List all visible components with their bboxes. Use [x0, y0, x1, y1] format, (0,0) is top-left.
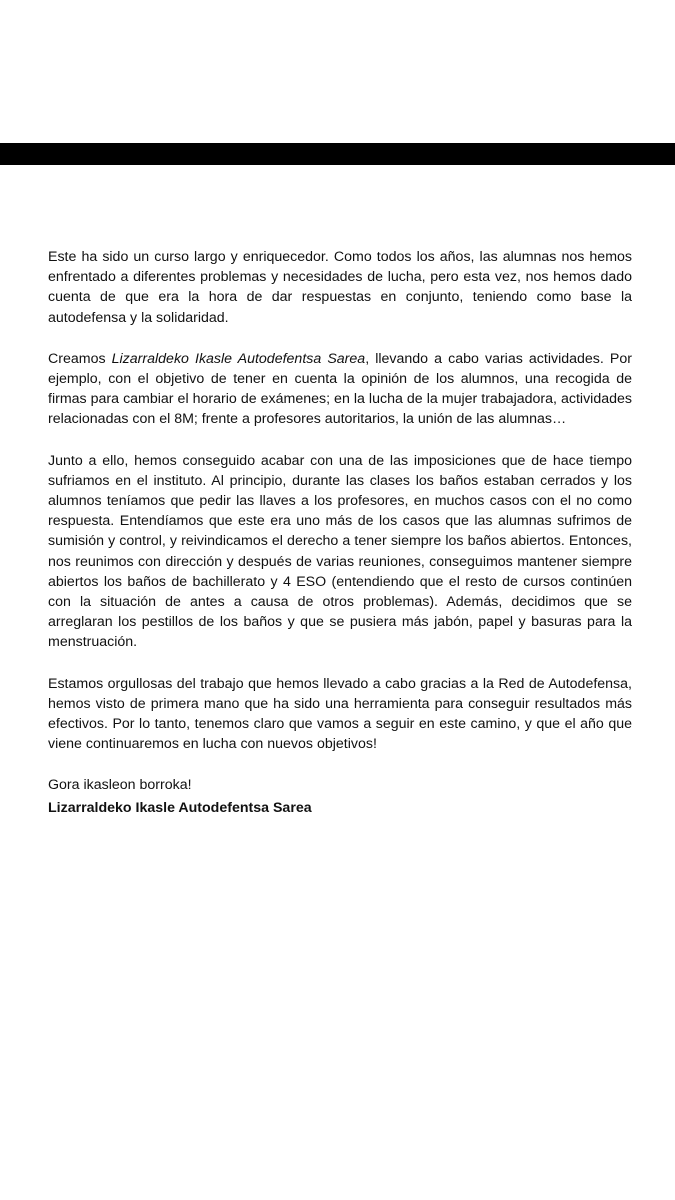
closing-line: Gora ikasleon borroka! — [48, 777, 192, 794]
paragraph-activities — [48, 349, 632, 430]
paragraph-activities-suffix: , llevando a cabo varias actividades. Por ejemplo, con el objetivo de tener en cuenta la opinión de los alumnos, una recogida de firmas para cambiar el horario de exámenes; en la lucha de la mujer trabajadora, actividades relacionadas con el 8M; frente a profesores autoritarios, la unión de las alumnas… — [48, 350, 632, 428]
paragraph-activities-prefix: Creamos — [48, 350, 112, 367]
signature: Lizarraldeko Ikasle Autodefentsa Sarea — [48, 799, 312, 816]
header-bar — [0, 143, 675, 165]
paragraph-conclusion: Estamos orgullosas del trabajo que hemos llevado a cabo gracias a la Red de Autodefensa, hemos visto de primera mano que ha sido una herramienta para conseguir resultados más efectivos. Por lo tanto, tenemos claro que vamos a seguir en este camino, y que el año que viene continuaremos en lucha con nuevos objetivos! — [48, 675, 632, 753]
letter-body — [48, 247, 632, 839]
paragraph-bathrooms: Junto a ello, hemos conseguido acabar con una de las imposiciones que de hace tiempo sufriamos en el instituto. Al principio, durante las clases los baños estaban cerrados y los alumnos teníamos que pedir las llaves a los profesores, en muchos casos con el no como respuesta. Entendíamos que este era uno más de los casos que las alumnas sufrimos de sumisión y control, y reivindicamos el derecho a tener siempre los baños abiertos. Entonces, nos reunimos con dirección y después de varias reuniones, conseguimos mantener siempre abiertos los baños de bachillerato y 4 ESO (entendiendo que el resto de cursos continúen con la situación de antes a causa de otros problemas). Además, decidimos que se arreglaran los pestillos de los baños y que se pusiera más jabón, papel y basuras para la menstruación. — [48, 452, 632, 651]
network-name: Lizarraldeko Ikasle Autodefentsa Sarea — [111, 350, 366, 367]
paragraph-intro: Este ha sido un curso largo y enriquecedor. Como todos los años, las alumnas nos hemos enfrentado a diferentes problemas y necesidades de lucha, pero esta vez, nos hemos dado cuenta de que era la hora de dar respuestas en conjunto, teniendo como base la autodefensa y la solidaridad. — [48, 249, 632, 326]
